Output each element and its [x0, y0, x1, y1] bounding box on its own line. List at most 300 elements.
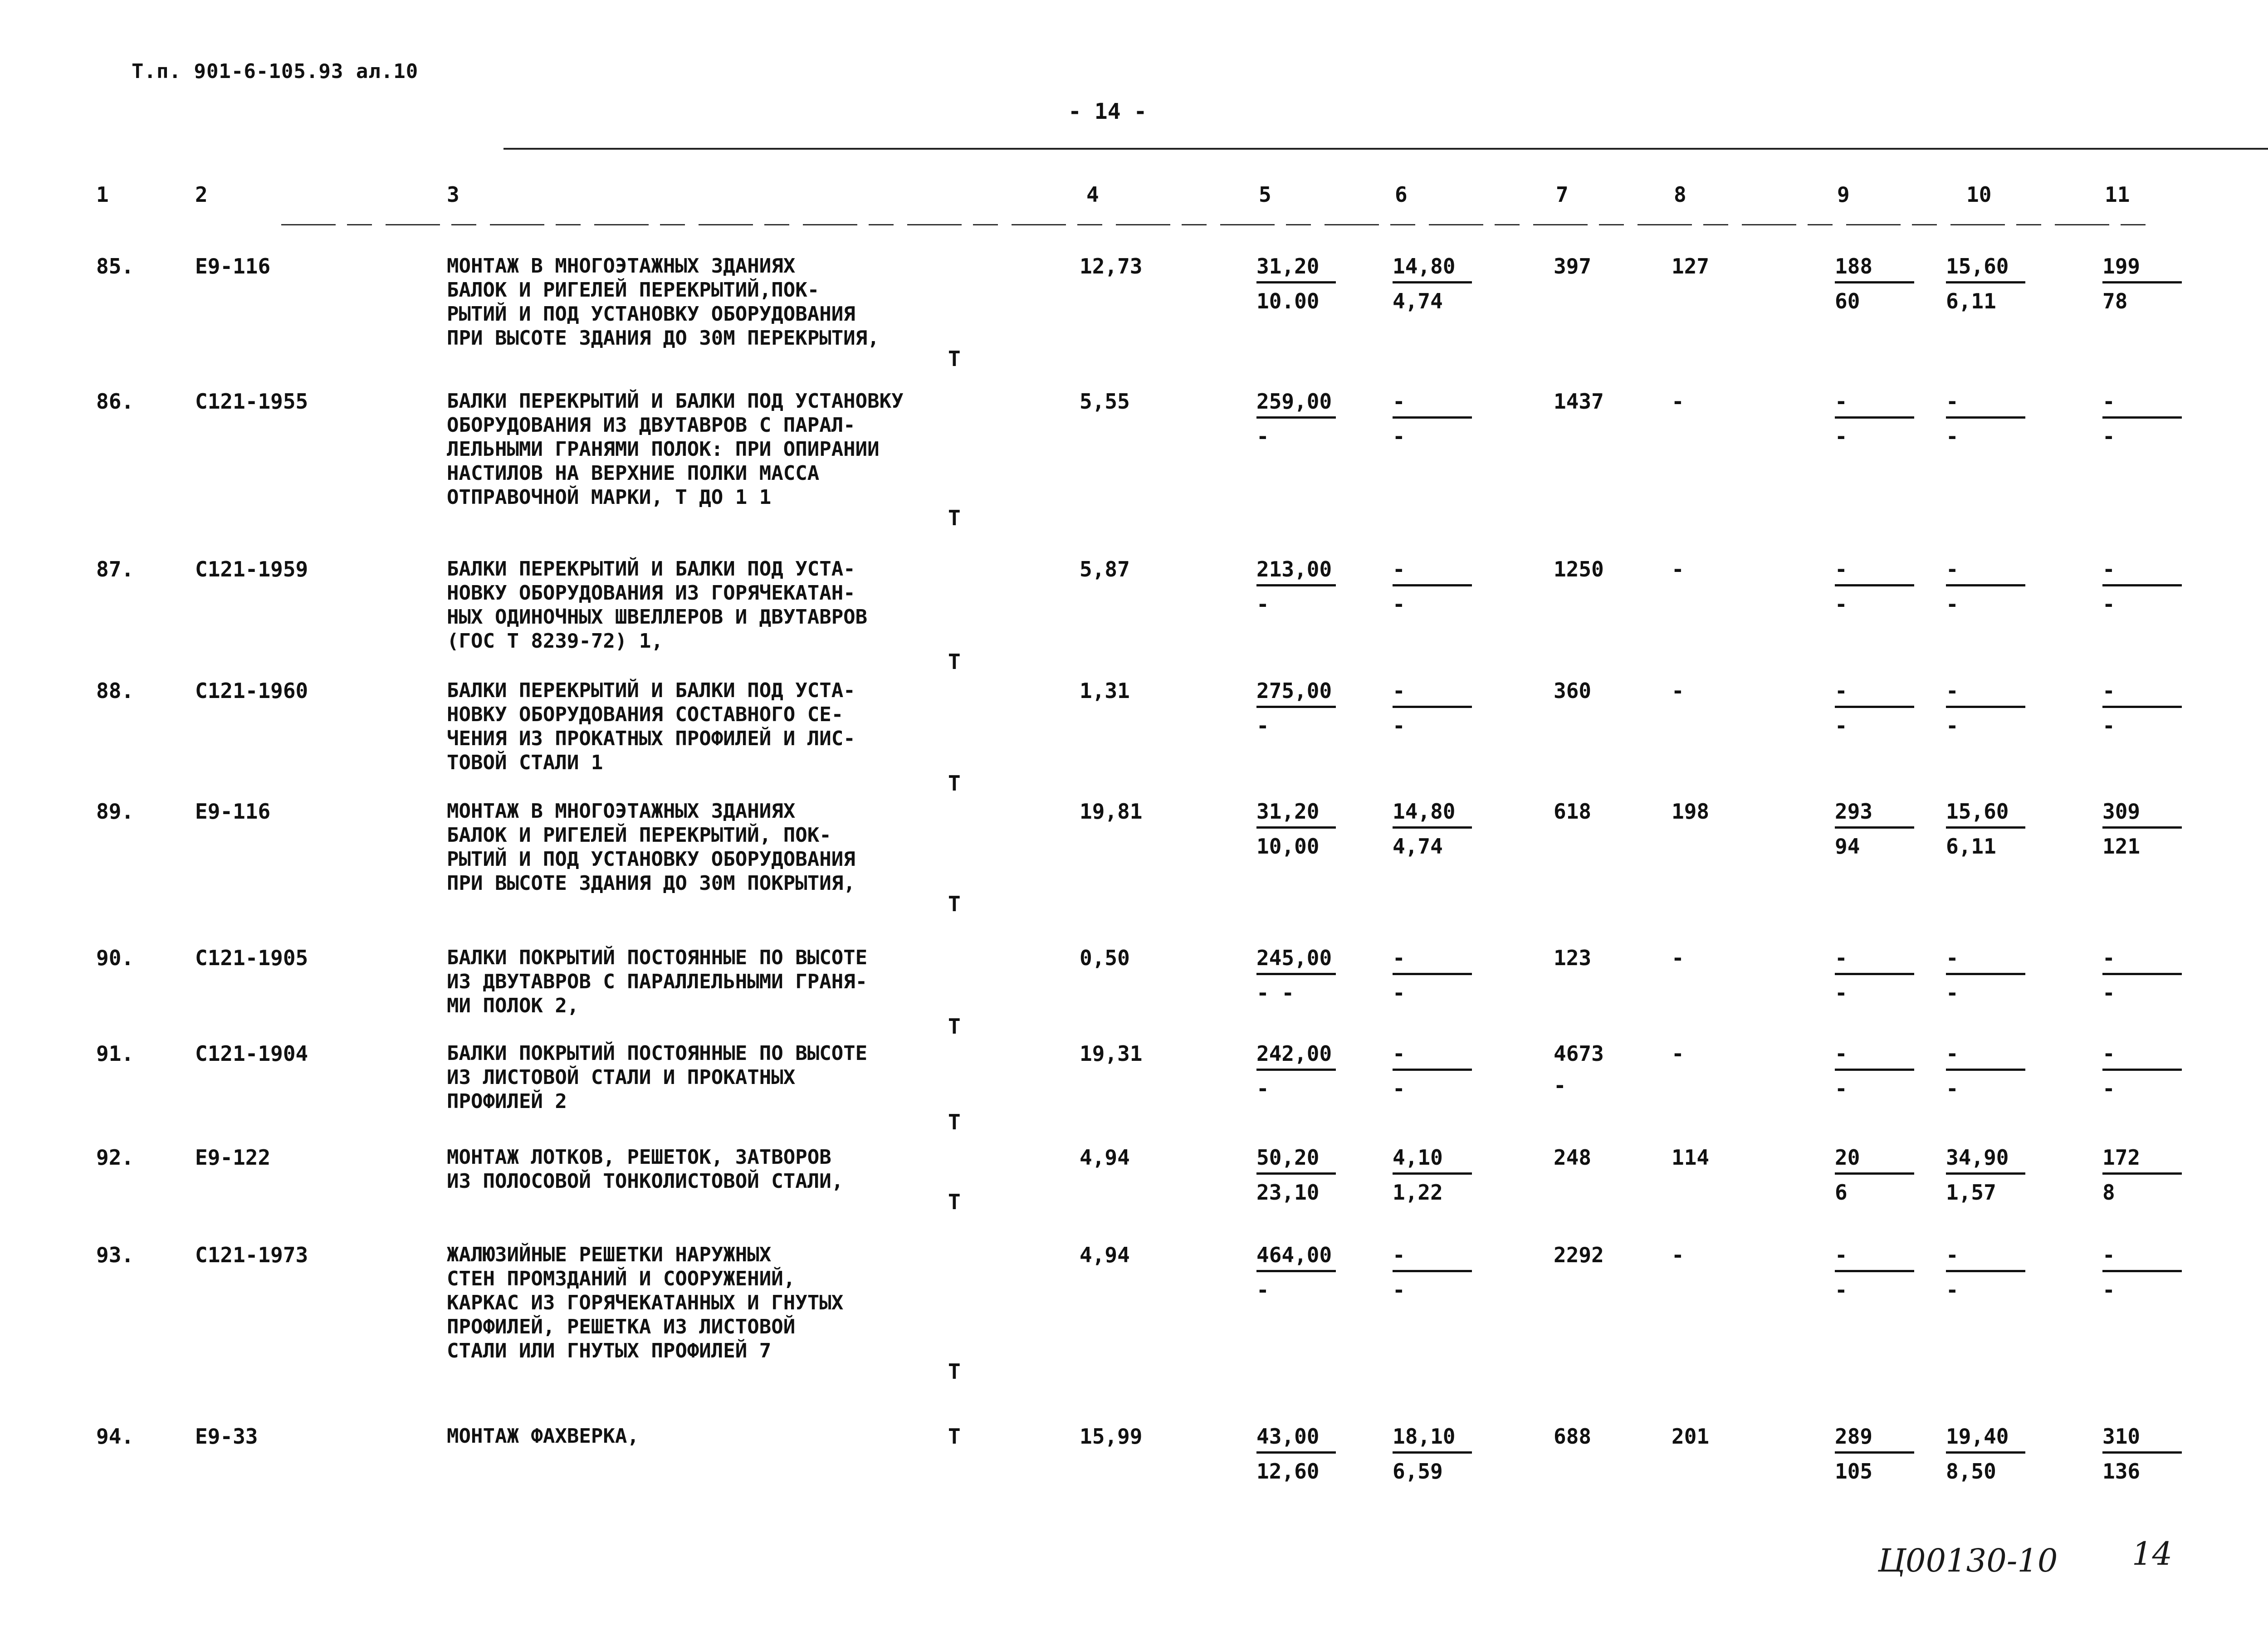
fraction-c6: [1393, 1145, 1472, 1205]
fraction-c11: [2102, 679, 2182, 738]
fraction-bar: [2102, 973, 2182, 975]
description-line: НЫХ ОДИНОЧНЫХ ШВЕЛЛЕРОВ И ДВУТАВРОВ: [447, 605, 868, 629]
fraction-denominator: -: [1835, 1076, 1848, 1101]
fraction-c9: [1835, 1424, 1914, 1484]
norm-code: С121-1905: [195, 946, 308, 970]
fraction-bar: [1835, 1069, 1914, 1071]
fraction-c10: [1946, 557, 2025, 616]
total-cost-sub: -: [1554, 1073, 1566, 1098]
fraction-c9: [1835, 389, 1914, 449]
fraction-numerator: -: [2102, 1243, 2115, 1267]
fraction-bar: [2102, 1172, 2182, 1175]
fraction-c6: [1393, 557, 1472, 616]
unit: Т: [948, 649, 961, 674]
header-rule: [281, 224, 2159, 225]
description-line: ИЗ ЛИСТОВОЙ СТАЛИ И ПРОКАТНЫХ: [447, 1066, 796, 1089]
column-header-9: 9: [1837, 182, 1850, 207]
fraction-numerator: -: [1393, 1041, 1405, 1066]
fraction-numerator: 50,20: [1256, 1145, 1320, 1170]
fraction-denominator: -: [1393, 424, 1405, 449]
description-line: РЫТИЙ И ПОД УСТАНОВКУ ОБОРУДОВАНИЯ: [447, 848, 855, 871]
fraction-denominator: -: [1946, 1278, 1959, 1302]
fraction-c6: [1393, 799, 1472, 859]
fraction-numerator: -: [1393, 946, 1405, 970]
fraction-bar: [1946, 973, 2025, 975]
handwritten-reference: Ц00130-10: [1878, 1542, 2058, 1579]
quantity: 5,55: [1080, 389, 1130, 414]
fraction-numerator: -: [1946, 679, 1959, 703]
fraction-numerator: 289: [1835, 1424, 1873, 1449]
fraction-bar: [2102, 1270, 2182, 1272]
fraction-c10: [1946, 1041, 2025, 1101]
description-line: ЛЕЛЬНЫМИ ГРАНЯМИ ПОЛОК: ПРИ ОПИРАНИИ: [447, 438, 880, 461]
quantity: 5,87: [1080, 557, 1130, 581]
fraction-c11: [2102, 1145, 2182, 1205]
fraction-denominator: -: [1946, 713, 1959, 738]
fraction-c5: [1256, 1424, 1336, 1484]
unit: Т: [948, 1014, 961, 1039]
fraction-bar: [1946, 826, 2025, 829]
description-line: БАЛОК И РИГЕЛЕЙ ПЕРЕКРЫТИЙ, ПОК-: [447, 824, 831, 847]
fraction-numerator: 14,80: [1393, 254, 1456, 278]
wages-total: -: [1672, 946, 1684, 970]
fraction-c5: [1256, 1145, 1336, 1205]
column-header-8: 8: [1674, 182, 1686, 207]
norm-code: Е9-122: [195, 1145, 271, 1170]
fraction-c5: [1256, 254, 1336, 313]
row-number: 85.: [96, 254, 134, 278]
fraction-c11: [2102, 1424, 2182, 1484]
fraction-c9: [1835, 946, 1914, 1005]
fraction-denominator: 4,74: [1393, 289, 1443, 313]
description-line: МОНТАЖ ФАХВЕРКА,: [447, 1425, 639, 1448]
description-line: ОТПРАВОЧНОЙ МАРКИ, Т ДО 1 1: [447, 486, 772, 509]
fraction-denominator: -: [1946, 592, 1959, 616]
fraction-numerator: -: [2102, 1041, 2115, 1066]
fraction-c5: [1256, 1041, 1336, 1101]
fraction-numerator: 464,00: [1256, 1243, 1332, 1267]
fraction-numerator: -: [1835, 557, 1848, 581]
row-number: 88.: [96, 679, 134, 703]
fraction-bar: [1393, 1069, 1472, 1071]
fraction-denominator: -: [1393, 981, 1405, 1005]
fraction-bar: [1256, 584, 1336, 586]
description-line: (ГОС Т 8239-72) 1,: [447, 630, 663, 653]
fraction-bar: [1393, 706, 1472, 708]
fraction-numerator: 242,00: [1256, 1041, 1332, 1066]
wages-total: 127: [1672, 254, 1710, 278]
fraction-bar: [2102, 1451, 2182, 1454]
fraction-c10: [1946, 1243, 2025, 1302]
total-cost: 2292: [1554, 1243, 1604, 1267]
description-line: МИ ПОЛОК 2,: [447, 994, 579, 1017]
fraction-denominator: 6,59: [1393, 1459, 1443, 1484]
fraction-denominator: -: [1393, 592, 1405, 616]
total-cost: 360: [1554, 679, 1592, 703]
fraction-denominator: -: [1256, 1278, 1269, 1302]
column-header-10: 10: [1966, 182, 1992, 207]
fraction-c6: [1393, 679, 1472, 738]
total-cost: 688: [1554, 1424, 1592, 1449]
fraction-denominator: 10.00: [1256, 289, 1320, 313]
fraction-bar: [1946, 1270, 2025, 1272]
description-line: ПРОФИЛЕЙ, РЕШЕТКА ИЗ ЛИСТОВОЙ: [447, 1315, 796, 1338]
fraction-numerator: 172: [2102, 1145, 2141, 1170]
fraction-bar: [1393, 281, 1472, 283]
fraction-denominator: -: [1946, 1076, 1959, 1101]
wages-total: -: [1672, 1243, 1684, 1267]
total-cost: 1437: [1554, 389, 1604, 414]
fraction-denominator: -: [2102, 713, 2115, 738]
row-number: 92.: [96, 1145, 134, 1170]
fraction-denominator: 60: [1835, 289, 1860, 313]
description-line: ИЗ ПОЛОСОВОЙ ТОНКОЛИСТОВОЙ СТАЛИ,: [447, 1170, 844, 1193]
norm-code: С121-1973: [195, 1243, 308, 1267]
column-header-1: 1: [96, 182, 109, 207]
fraction-denominator: 105: [1835, 1459, 1873, 1484]
row-number: 93.: [96, 1243, 134, 1267]
wages-total: -: [1672, 679, 1684, 703]
fraction-bar: [1835, 706, 1914, 708]
column-header-6: 6: [1395, 182, 1408, 207]
fraction-c10: [1946, 1424, 2025, 1484]
fraction-numerator: -: [2102, 389, 2115, 414]
wages-total: -: [1672, 557, 1684, 581]
unit: Т: [948, 771, 961, 796]
fraction-c11: [2102, 799, 2182, 859]
fraction-numerator: 43,00: [1256, 1424, 1320, 1449]
description-line: БАЛКИ ПЕРЕКРЫТИЙ И БАЛКИ ПОД УСТА-: [447, 557, 855, 581]
fraction-numerator: -: [1835, 679, 1848, 703]
fraction-bar: [1946, 1069, 2025, 1071]
description-line: ИЗ ДВУТАВРОВ С ПАРАЛЛЕЛЬНЫМИ ГРАНЯ-: [447, 970, 868, 993]
fraction-c11: [2102, 557, 2182, 616]
total-cost: 123: [1554, 946, 1592, 970]
fraction-bar: [1835, 584, 1914, 586]
handwritten-page-number: 14: [2132, 1535, 2173, 1572]
fraction-c6: [1393, 946, 1472, 1005]
fraction-denominator: 6,11: [1946, 289, 1996, 313]
quantity: 0,50: [1080, 946, 1130, 970]
fraction-bar: [1256, 826, 1336, 829]
fraction-denominator: 1,22: [1393, 1180, 1443, 1205]
description-line: ПРИ ВЫСОТЕ ЗДАНИЯ ДО 30М ПЕРЕКРЫТИЯ,: [447, 327, 880, 350]
fraction-c10: [1946, 799, 2025, 859]
fraction-numerator: -: [1393, 679, 1405, 703]
fraction-numerator: -: [1835, 389, 1848, 414]
norm-code: С121-1955: [195, 389, 308, 414]
fraction-denominator: 8,50: [1946, 1459, 1996, 1484]
description-line: БАЛКИ ПОКРЫТИЙ ПОСТОЯННЫЕ ПО ВЫСОТЕ: [447, 1042, 868, 1065]
fraction-bar: [1946, 1451, 2025, 1454]
fraction-numerator: -: [1946, 1041, 1959, 1066]
document-reference: Т.п. 901-6-105.93 ал.10: [132, 60, 419, 83]
fraction-denominator: -: [1393, 713, 1405, 738]
fraction-bar: [2102, 281, 2182, 283]
fraction-numerator: -: [1835, 1243, 1848, 1267]
unit: Т: [948, 506, 961, 530]
fraction-bar: [2102, 416, 2182, 419]
fraction-denominator: -: [1256, 1076, 1269, 1101]
fraction-numerator: -: [1946, 557, 1959, 581]
column-header-7: 7: [1556, 182, 1569, 207]
total-cost: 1250: [1554, 557, 1604, 581]
fraction-numerator: 15,60: [1946, 799, 2009, 824]
fraction-bar: [1393, 826, 1472, 829]
fraction-numerator: 15,60: [1946, 254, 2009, 278]
fraction-denominator: -: [2102, 1076, 2115, 1101]
fraction-c5: [1256, 1243, 1336, 1302]
description-line: БАЛОК И РИГЕЛЕЙ ПЕРЕКРЫТИЙ,ПОК-: [447, 278, 820, 302]
fraction-numerator: -: [1835, 946, 1848, 970]
fraction-c5: [1256, 946, 1336, 1005]
quantity: 4,94: [1080, 1145, 1130, 1170]
fraction-bar: [1835, 973, 1914, 975]
unit: Т: [948, 1359, 961, 1384]
fraction-denominator: -: [1393, 1076, 1405, 1101]
fraction-numerator: -: [1835, 1041, 1848, 1066]
description-line: НОВКУ ОБОРУДОВАНИЯ ИЗ ГОРЯЧЕКАТАН-: [447, 581, 855, 605]
description-line: КАРКАС ИЗ ГОРЯЧЕКАТАННЫХ И ГНУТЫХ: [447, 1291, 844, 1314]
row-number: 91.: [96, 1041, 134, 1066]
fraction-numerator: 199: [2102, 254, 2141, 278]
fraction-denominator: 8: [2102, 1180, 2115, 1205]
fraction-bar: [1256, 416, 1336, 419]
description-line: БАЛКИ ПЕРЕКРЫТИЙ И БАЛКИ ПОД УСТА-: [447, 679, 855, 702]
description-line: ОБОРУДОВАНИЯ ИЗ ДВУТАВРОВ С ПАРАЛ-: [447, 414, 855, 437]
fraction-numerator: 14,80: [1393, 799, 1456, 824]
column-header-3: 3: [447, 182, 459, 207]
norm-code: С121-1904: [195, 1041, 308, 1066]
fraction-denominator: - -: [1256, 981, 1295, 1005]
unit: Т: [948, 1424, 961, 1449]
fraction-c10: [1946, 946, 2025, 1005]
fraction-numerator: -: [1946, 1243, 1959, 1267]
fraction-c9: [1835, 1041, 1914, 1101]
fraction-denominator: 94: [1835, 834, 1860, 859]
wages-total: -: [1672, 389, 1684, 414]
total-cost: 248: [1554, 1145, 1592, 1170]
unit: Т: [948, 1110, 961, 1134]
fraction-denominator: -: [1256, 592, 1269, 616]
fraction-c5: [1256, 389, 1336, 449]
description-line: СТАЛИ ИЛИ ГНУТЫХ ПРОФИЛЕЙ 7: [447, 1339, 772, 1362]
fraction-bar: [2102, 1069, 2182, 1071]
fraction-numerator: 31,20: [1256, 254, 1320, 278]
fraction-bar: [1256, 1451, 1336, 1454]
wages-total: 198: [1672, 799, 1710, 824]
fraction-c9: [1835, 254, 1914, 313]
fraction-numerator: -: [1393, 557, 1405, 581]
fraction-denominator: -: [1835, 981, 1848, 1005]
description-line: МОНТАЖ ЛОТКОВ, РЕШЕТОК, ЗАТВОРОВ: [447, 1146, 831, 1169]
page-number: - 14 -: [1068, 99, 1147, 124]
fraction-numerator: 18,10: [1393, 1424, 1456, 1449]
fraction-numerator: 310: [2102, 1424, 2141, 1449]
fraction-bar: [1256, 1172, 1336, 1175]
fraction-c6: [1393, 389, 1472, 449]
fraction-numerator: -: [2102, 679, 2115, 703]
fraction-bar: [1835, 1270, 1914, 1272]
description-line: ЖАЛЮЗИЙНЫЕ РЕШЕТКИ НАРУЖНЫХ: [447, 1243, 772, 1266]
fraction-denominator: -: [1835, 1278, 1848, 1302]
unit: Т: [948, 892, 961, 916]
norm-code: Е9-116: [195, 254, 271, 278]
fraction-numerator: 259,00: [1256, 389, 1332, 414]
fraction-c5: [1256, 799, 1336, 859]
fraction-denominator: 78: [2102, 289, 2128, 313]
fraction-c11: [2102, 1041, 2182, 1101]
fraction-bar: [1256, 281, 1336, 283]
description-line: СТЕН ПРОМЗДАНИЙ И СООРУЖЕНИЙ,: [447, 1267, 796, 1290]
fraction-c9: [1835, 1145, 1914, 1205]
fraction-denominator: -: [1946, 981, 1959, 1005]
fraction-numerator: 188: [1835, 254, 1873, 278]
fraction-denominator: 1,57: [1946, 1180, 1996, 1205]
fraction-c6: [1393, 1424, 1472, 1484]
column-header-5: 5: [1259, 182, 1271, 207]
fraction-denominator: 6: [1835, 1180, 1848, 1205]
fraction-c10: [1946, 1145, 2025, 1205]
fraction-denominator: 23,10: [1256, 1180, 1320, 1205]
fraction-denominator: 10,00: [1256, 834, 1320, 859]
description-line: БАЛКИ ПОКРЫТИЙ ПОСТОЯННЫЕ ПО ВЫСОТЕ: [447, 946, 868, 969]
fraction-numerator: 293: [1835, 799, 1873, 824]
fraction-denominator: -: [1256, 424, 1269, 449]
fraction-denominator: -: [2102, 1278, 2115, 1302]
fraction-c11: [2102, 946, 2182, 1005]
fraction-bar: [1393, 1451, 1472, 1454]
fraction-bar: [1835, 281, 1914, 283]
fraction-c10: [1946, 254, 2025, 313]
description-line: ЧЕНИЯ ИЗ ПРОКАТНЫХ ПРОФИЛЕЙ И ЛИС-: [447, 727, 855, 750]
fraction-bar: [1256, 1270, 1336, 1272]
norm-code: Е9-116: [195, 799, 271, 824]
fraction-c10: [1946, 679, 2025, 738]
fraction-c10: [1946, 389, 2025, 449]
norm-code: С121-1959: [195, 557, 308, 581]
fraction-c6: [1393, 254, 1472, 313]
row-number: 90.: [96, 946, 134, 970]
row-number: 86.: [96, 389, 134, 414]
fraction-numerator: -: [1946, 946, 1959, 970]
fraction-bar: [1946, 584, 2025, 586]
fraction-bar: [1393, 1172, 1472, 1175]
fraction-bar: [1393, 584, 1472, 586]
quantity: 1,31: [1080, 679, 1130, 703]
fraction-c11: [2102, 254, 2182, 313]
fraction-bar: [1946, 706, 2025, 708]
fraction-denominator: 136: [2102, 1459, 2141, 1484]
fraction-numerator: 309: [2102, 799, 2141, 824]
fraction-denominator: -: [2102, 981, 2115, 1005]
fraction-c5: [1256, 557, 1336, 616]
wages-total: 201: [1672, 1424, 1710, 1449]
row-number: 89.: [96, 799, 134, 824]
fraction-denominator: 121: [2102, 834, 2141, 859]
fraction-bar: [1835, 416, 1914, 419]
column-header-4: 4: [1086, 182, 1099, 207]
fraction-bar: [1946, 416, 2025, 419]
wages-total: -: [1672, 1041, 1684, 1066]
fraction-bar: [1393, 973, 1472, 975]
description-line: НАСТИЛОВ НА ВЕРХНИЕ ПОЛКИ МАССА: [447, 462, 820, 485]
fraction-denominator: -: [1393, 1278, 1405, 1302]
norm-code: С121-1960: [195, 679, 308, 703]
fraction-bar: [1946, 281, 2025, 283]
quantity: 15,99: [1080, 1424, 1143, 1449]
fraction-denominator: 12,60: [1256, 1459, 1320, 1484]
fraction-denominator: -: [1835, 713, 1848, 738]
top-rule: [503, 148, 2268, 150]
fraction-bar: [2102, 706, 2182, 708]
description-line: ТОВОЙ СТАЛИ 1: [447, 751, 603, 774]
quantity: 4,94: [1080, 1243, 1130, 1267]
total-cost: 618: [1554, 799, 1592, 824]
fraction-numerator: 275,00: [1256, 679, 1332, 703]
description-line: ПРОФИЛЕЙ 2: [447, 1090, 567, 1113]
fraction-bar: [1946, 1172, 2025, 1175]
fraction-c6: [1393, 1041, 1472, 1101]
fraction-denominator: 6,11: [1946, 834, 1996, 859]
fraction-c6: [1393, 1243, 1472, 1302]
fraction-denominator: -: [1946, 424, 1959, 449]
fraction-bar: [1256, 973, 1336, 975]
fraction-bar: [1256, 1069, 1336, 1071]
fraction-c9: [1835, 557, 1914, 616]
column-header-2: 2: [195, 182, 208, 207]
fraction-c11: [2102, 389, 2182, 449]
description-line: БАЛКИ ПЕРЕКРЫТИЙ И БАЛКИ ПОД УСТАНОВКУ: [447, 390, 904, 413]
fraction-numerator: 34,90: [1946, 1145, 2009, 1170]
fraction-numerator: -: [1393, 1243, 1405, 1267]
fraction-numerator: 245,00: [1256, 946, 1332, 970]
total-cost: 4673: [1554, 1041, 1604, 1066]
norm-code: Е9-33: [195, 1424, 258, 1449]
fraction-denominator: -: [1835, 592, 1848, 616]
fraction-numerator: 20: [1835, 1145, 1860, 1170]
fraction-c5: [1256, 679, 1336, 738]
quantity: 12,73: [1080, 254, 1143, 278]
quantity: 19,81: [1080, 799, 1143, 824]
fraction-c9: [1835, 1243, 1914, 1302]
fraction-bar: [1256, 706, 1336, 708]
description-line: ПРИ ВЫСОТЕ ЗДАНИЯ ДО 30М ПОКРЫТИЯ,: [447, 872, 855, 895]
fraction-c9: [1835, 799, 1914, 859]
fraction-c9: [1835, 679, 1914, 738]
fraction-bar: [2102, 826, 2182, 829]
fraction-bar: [1393, 416, 1472, 419]
unit: Т: [948, 347, 961, 371]
fraction-numerator: 4,10: [1393, 1145, 1443, 1170]
fraction-numerator: 31,20: [1256, 799, 1320, 824]
description-line: НОВКУ ОБОРУДОВАНИЯ СОСТАВНОГО СЕ-: [447, 703, 844, 726]
fraction-numerator: -: [2102, 946, 2115, 970]
description-line: РЫТИЙ И ПОД УСТАНОВКУ ОБОРУДОВАНИЯ: [447, 303, 855, 326]
fraction-numerator: 213,00: [1256, 557, 1332, 581]
fraction-numerator: -: [1393, 389, 1405, 414]
description-line: МОНТАЖ В МНОГОЭТАЖНЫХ ЗДАНИЯХ: [447, 800, 796, 823]
fraction-denominator: 4,74: [1393, 834, 1443, 859]
unit: Т: [948, 1190, 961, 1214]
fraction-denominator: -: [1256, 713, 1269, 738]
description-line: МОНТАЖ В МНОГОЭТАЖНЫХ ЗДАНИЯХ: [447, 254, 796, 278]
row-number: 87.: [96, 557, 134, 581]
fraction-numerator: -: [1946, 389, 1959, 414]
fraction-bar: [1835, 826, 1914, 829]
total-cost: 397: [1554, 254, 1592, 278]
fraction-numerator: -: [2102, 557, 2115, 581]
